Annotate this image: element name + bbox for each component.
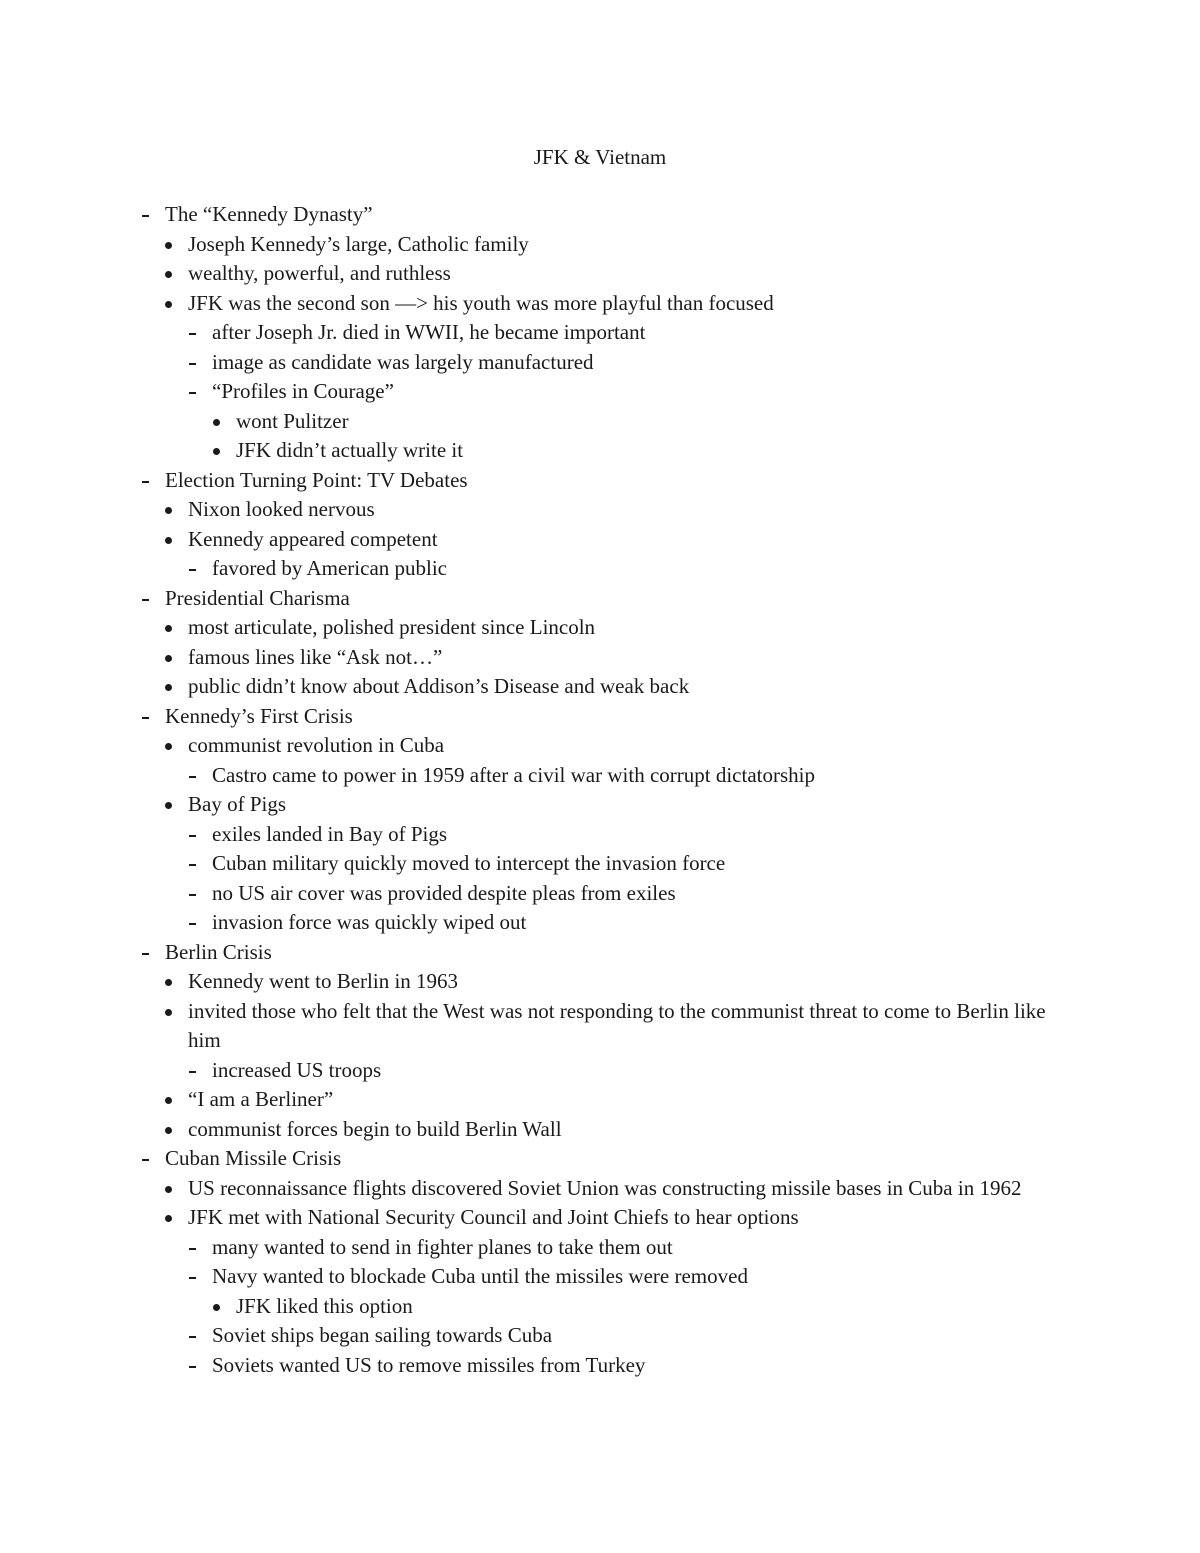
outline-item [140,1351,1060,1381]
outline-item-text: many wanted to send in fighter planes to take them out [212,1234,673,1259]
outline-item-text: wealthy, powerful, and ruthless [188,261,451,285]
document-title: JFK & Vietnam [533,145,667,169]
outline-item-text: Navy wanted to blockade Cuba until the missiles were removed [212,1264,748,1288]
outline-item-text: “I am a Berliner” [188,1087,334,1111]
outline-item [140,879,1060,909]
outline-item-text: JFK didn’t actually write it [236,438,464,462]
outline-item [140,820,1060,850]
outline-item-text: favored by American public [212,556,447,580]
outline-item [140,1174,1060,1204]
outline-item [140,997,1060,1056]
outline-item-text: JFK liked this option [236,1293,413,1318]
outline-item [140,259,1060,289]
outline-item [140,230,1060,260]
outline-item-text: increased US troops [212,1057,382,1082]
outline-item [140,200,1060,230]
outline-item [140,495,1060,525]
outline-item-text: exiles landed in Bay of Pigs [212,821,448,846]
outline-item [140,436,1060,466]
outline-item [140,1056,1060,1086]
outline-item [140,1115,1060,1145]
outline-item [140,407,1060,437]
outline-item [140,318,1060,348]
outline-item-text: Kennedy’s First Crisis [165,703,353,728]
outline-item [140,908,1060,938]
outline-item-text: Election Turning Point: TV Debates [165,467,468,492]
outline-item-text: Kennedy went to Berlin in 1963 [188,969,459,993]
outline-item [140,1144,1060,1174]
outline-item [140,554,1060,584]
outline-item-text: JFK met with National Security Council and Joint Chiefs to hear options [188,1205,799,1229]
outline-item [140,525,1060,555]
outline-item-text: Nixon looked nervous [188,497,375,521]
outline-item [140,790,1060,820]
outline-item-text: Cuban Missile Crisis [165,1146,342,1170]
outline-item [140,643,1060,673]
outline-item [140,1203,1060,1233]
outline-item [140,466,1060,496]
outline-item [140,761,1060,791]
outline-item [140,702,1060,732]
outline-item [140,1262,1060,1292]
outline-item-text: famous lines like “Ask not…” [188,644,443,669]
outline-item-text: image as candidate was largely manufactured [212,349,594,374]
outline-item-text: most articulate, polished president since Lincoln [188,615,596,639]
outline-item-text: invited those who felt that the West was not responding to the communist threat to come to Berlin like him [188,998,1046,1052]
outline-item-text: invasion force was quickly wiped out [212,910,527,934]
outline-item [140,938,1060,968]
outline-item-text: Castro came to power in 1959 after a civil war with corrupt dictatorship [212,762,815,787]
outline-item [140,1292,1060,1322]
outline-item-text: no US air cover was provided despite pleas from exiles [212,880,676,905]
outline-item-text: Kennedy appeared competent [188,526,438,551]
outline-item [140,672,1060,702]
outline-item [140,613,1060,643]
outline-item-text: communist forces begin to build Berlin Wall [188,1116,562,1141]
outline-item-text: Bay of Pigs [188,792,287,816]
outline-item [140,584,1060,614]
outline-item-text: Soviet ships began sailing towards Cuba [212,1323,553,1347]
outline-item [140,289,1060,319]
outline-item-text: Berlin Crisis [165,939,272,964]
outline-item [140,348,1060,378]
outline-item-text: Presidential Charisma [165,585,350,610]
outline-item-text: wont Pulitzer [236,408,349,433]
outline-item-text: public didn’t know about Addison’s Disease and weak back [188,674,690,698]
outline-item [140,1321,1060,1351]
outline-item-text: Soviets wanted US to remove missiles from Turkey [212,1352,646,1377]
outline-item-text: US reconnaissance flights discovered Soviet Union was constructing missile bases in Cuba in 1962 [188,1175,1022,1200]
outline-item [140,377,1060,407]
outline-item [140,967,1060,997]
outline-item-text: Cuban military quickly moved to intercept the invasion force [212,851,726,875]
outline-item [140,1085,1060,1115]
outline-item-text: JFK was the second son —> his youth was more playful than focused [188,290,774,315]
outline-list [140,200,1060,1380]
outline-item-text: The “Kennedy Dynasty” [165,202,373,226]
outline-item [140,1233,1060,1263]
outline-item-text: after Joseph Jr. died in WWII, he became important [212,320,646,344]
outline-item [140,849,1060,879]
outline-item-text: communist revolution in Cuba [188,733,445,757]
outline-item-text: “Profiles in Courage” [212,379,394,403]
outline-item-text: Joseph Kennedy’s large, Catholic family [188,231,529,256]
outline-item [140,731,1060,761]
